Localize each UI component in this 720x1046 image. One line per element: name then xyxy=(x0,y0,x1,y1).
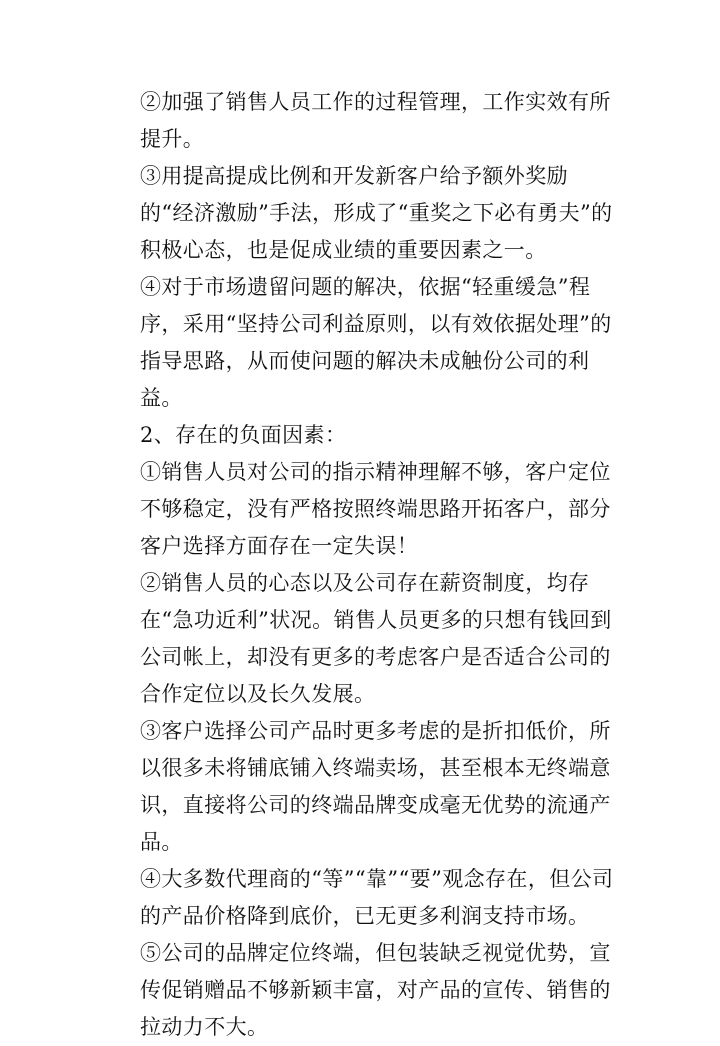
paragraph-8: ⑤公司的品牌定位终端，但包装缺乏视觉优势，宣传促销赠品不够新颖丰富，对产品的宣传、销售的拉动力不大。 xyxy=(140,941,611,1039)
paragraph-6: ③客户选择公司产品时更多考虑的是折扣低价，所以很多未将铺底铺入终端卖场，甚至根本无终端意识，直接将公司的终端品牌变成毫无优势的流通产品。 xyxy=(140,719,611,854)
paragraph-4: ①销售人员对公司的指示精神理解不够，客户定位不够稳定，没有严格按照终端思路开拓客户，部分客户选择方面存在一定失误！ xyxy=(140,460,611,558)
document-body xyxy=(140,84,618,1046)
section-heading-negative-factors: 2、存在的负面因素： xyxy=(140,423,347,447)
paragraph-7: ④大多数代理商的“等”“靠”“要”观念存在，但公司的产品价格降到底价，已无更多利润支持市场。 xyxy=(140,867,614,928)
paragraph-3: ④对于市场遗留问题的解决，依据“轻重缓急”程序，采用“坚持公司利益原则，以有效依据处理”的指导思路，从而使问题的解决未成触份公司的利益。 xyxy=(140,275,612,410)
paragraph-5: ②销售人员的心态以及公司存在薪资制度，均存在“急功近利”状况。销售人员更多的只想有钱回到公司帐上，却没有更多的考虑客户是否适合公司的合作定位以及长久发展。 xyxy=(140,571,612,706)
paragraph-2: ③用提高提成比例和开发新客户给予额外奖励的“经济激励”手法，形成了“重奖之下必有勇夫”的积极心态，也是促成业绩的重要因素之一。 xyxy=(140,164,613,262)
paragraph-1: ②加强了销售人员工作的过程管理，工作实效有所提升。 xyxy=(140,90,611,151)
